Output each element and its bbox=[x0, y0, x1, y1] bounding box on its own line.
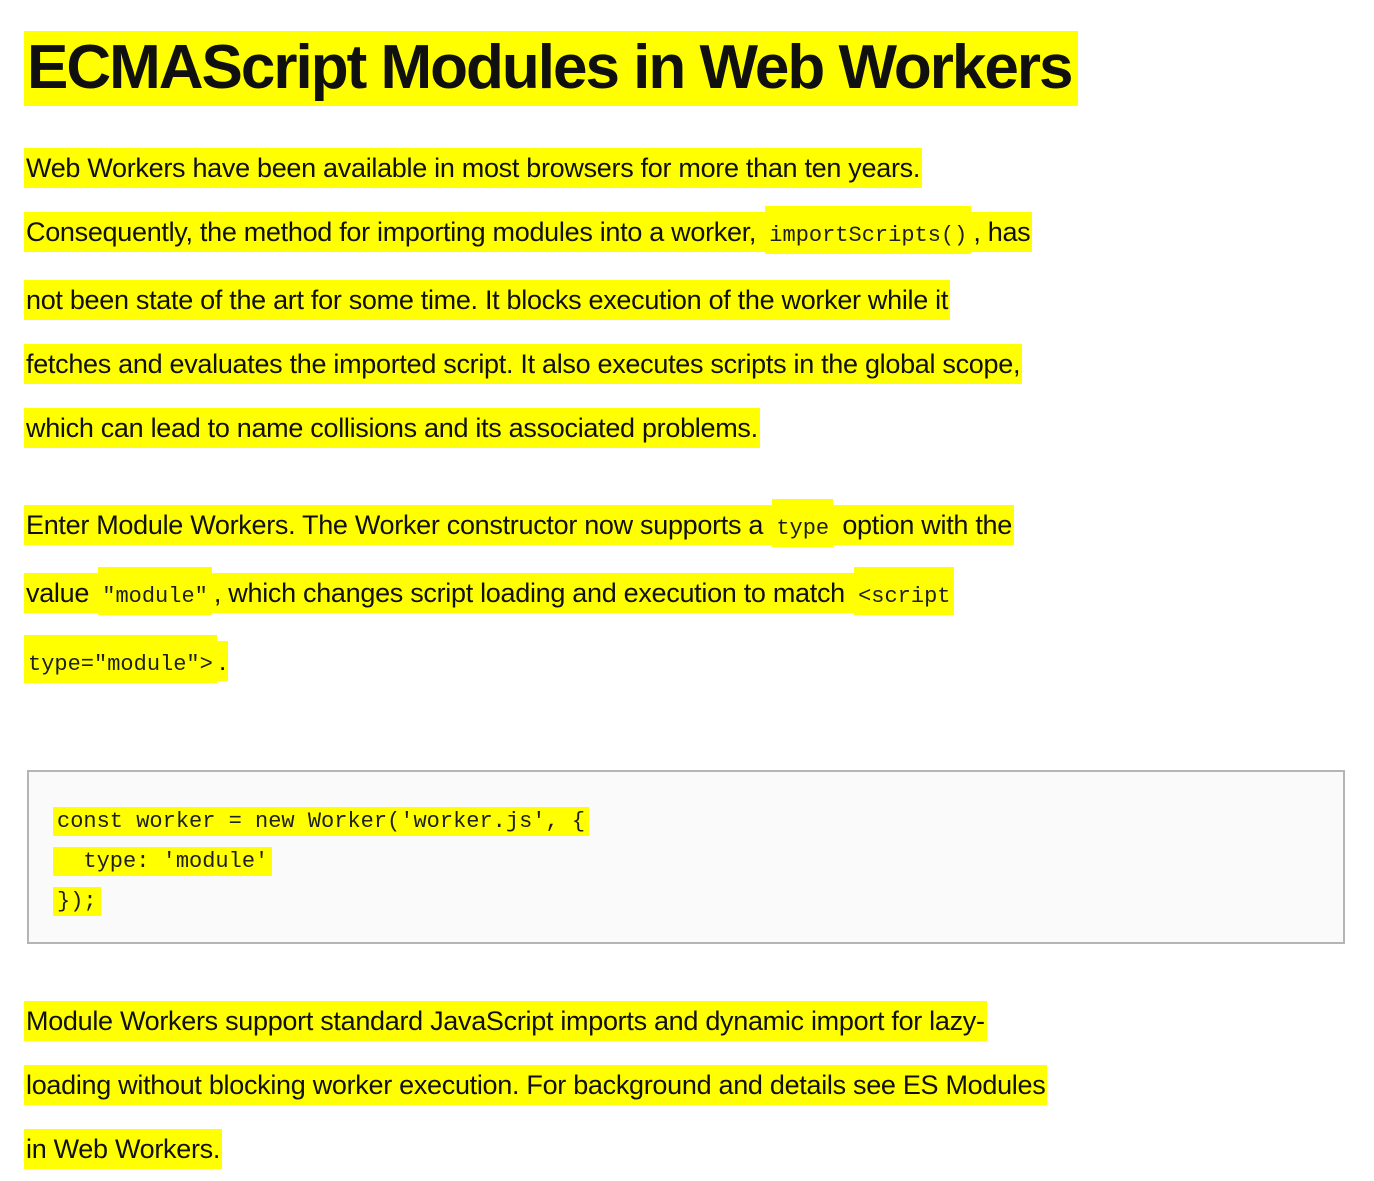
text-run: Module Workers support standard JavaScript imports and dynamic import for lazy- bbox=[24, 1001, 987, 1041]
text-run: Web Workers have been available in most browsers for more than ten years. bbox=[24, 148, 922, 188]
paragraph-module-workers bbox=[24, 493, 1350, 697]
page-title bbox=[24, 30, 1350, 106]
page-title-highlight: ECMAScript Modules in Web Workers bbox=[24, 31, 1078, 106]
text-run: , has bbox=[971, 212, 1032, 252]
text-run: in Web Workers. bbox=[24, 1129, 222, 1169]
text-run: option with the bbox=[833, 505, 1014, 545]
text-run: not been state of the art for some time. It blocks execution of the worker while it bbox=[24, 280, 950, 320]
inline-code: type="module"> bbox=[24, 635, 217, 683]
code-block bbox=[27, 770, 1345, 944]
text-run: which can lead to name collisions and its associated problems. bbox=[24, 408, 760, 448]
article-content bbox=[24, 30, 1350, 1181]
text-run: . bbox=[217, 641, 228, 681]
code-line: }); bbox=[53, 887, 101, 916]
text-run: , which changes script loading and execution to match bbox=[212, 573, 854, 613]
paragraph-intro bbox=[24, 136, 1350, 460]
text-run: Enter Module Workers. The Worker constructor now supports a bbox=[24, 505, 772, 545]
text-run: value bbox=[24, 573, 98, 613]
inline-code: importScripts() bbox=[765, 206, 971, 254]
code-line: const worker = new Worker('worker.js', { bbox=[53, 807, 589, 836]
inline-code: type bbox=[772, 499, 833, 547]
text-run: loading without blocking worker execution. For background and details see ES Modules bbox=[24, 1065, 1047, 1105]
text-run: fetches and evaluates the imported script. It also executes scripts in the global scope, bbox=[24, 344, 1022, 384]
inline-code: "module" bbox=[98, 567, 212, 615]
paragraph-imports bbox=[24, 989, 1350, 1181]
text-run: Consequently, the method for importing modules into a worker, bbox=[24, 212, 765, 252]
inline-code: <script bbox=[854, 567, 954, 615]
code-line: type: 'module' bbox=[53, 847, 272, 876]
